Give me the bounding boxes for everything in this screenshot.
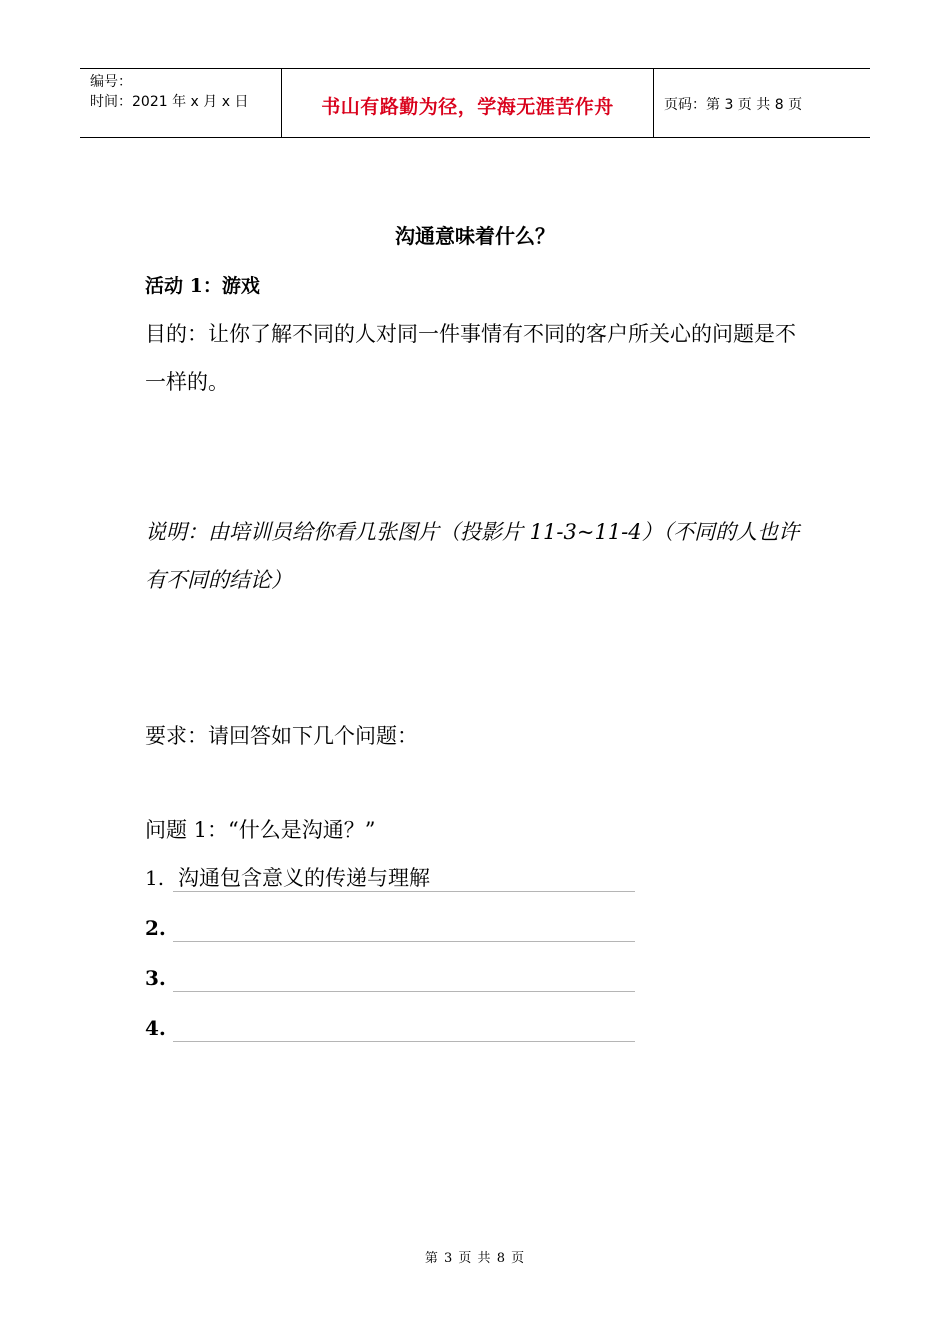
page-header	[80, 68, 870, 138]
activity-heading: 活动 1：游戏	[145, 275, 260, 297]
answer-text: 沟通包含意义的传递与理解	[178, 866, 430, 890]
answer-line-2[interactable]	[145, 912, 635, 942]
requirement-paragraph: 要求：请回答如下几个问题：	[145, 724, 418, 748]
time-label: 时间：2021 年 x 月 x 日	[90, 94, 249, 110]
page-info: 页码：第 3 页 共 8 页	[664, 97, 803, 113]
answer-number: 2.	[145, 916, 166, 940]
answer-underline	[173, 1041, 635, 1042]
answer-number: 4.	[145, 1016, 166, 1040]
purpose-paragraph: 目的：让你了解不同的人对同一件事情有不同的客户所关心的问题是不一样的。	[145, 322, 796, 394]
motto-text: 书山有路勤为径，学海无涯苦作舟	[321, 96, 614, 118]
question-paragraph: 问题 1：“什么是沟通？”	[145, 818, 376, 842]
header-meta-cell	[80, 69, 282, 137]
answer-underline	[173, 941, 635, 942]
answer-number: 1.	[145, 866, 165, 890]
answer-line-1[interactable]	[145, 862, 635, 892]
answer-number: 3.	[145, 966, 166, 990]
page-footer: 第 3 页 共 8 页	[424, 1251, 526, 1266]
header-motto-cell	[282, 69, 654, 137]
header-page-cell	[654, 69, 870, 137]
answer-line-4[interactable]	[145, 1012, 635, 1042]
number-label: 编号：	[90, 74, 132, 90]
answer-underline	[173, 991, 635, 992]
document-title: 沟通意味着什么？	[395, 224, 555, 248]
note-paragraph: 说明：由培训员给你看几张图片（投影片 11-3~11-4）（不同的人也许有不同的结论）	[145, 520, 800, 592]
answer-line-3[interactable]	[145, 962, 635, 992]
